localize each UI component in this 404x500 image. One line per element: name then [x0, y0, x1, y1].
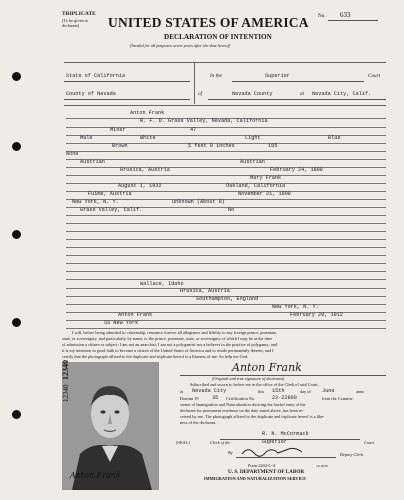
county-value: County of Nevada: [66, 91, 116, 97]
fill-line: [66, 328, 386, 329]
court-label: Court: [368, 73, 381, 79]
photo-signature: Anton Frank: [70, 471, 121, 480]
photo-number-side: 12340: [61, 360, 70, 380]
oath-line: certify that the photograph affixed to the duplicate and triplicate hereof is a likeness of me: So help me God.: [62, 354, 249, 359]
entered-date-value: unknown (About 8): [172, 199, 225, 205]
at-label: at: [180, 389, 184, 394]
wife-birthplace-value: Fuime, Austria: [88, 191, 132, 197]
deputy-signature: [240, 444, 310, 458]
vessel-value: SS New York: [104, 320, 139, 326]
service: IMMIGRATION AND NATURALIZATION SERVICE: [204, 476, 307, 481]
fill-line: [66, 304, 386, 305]
by-label: By: [228, 450, 233, 455]
seal-label: [SEAL]: [176, 440, 190, 445]
court-name: Superior: [265, 73, 290, 79]
subscribed-line: ness of the declarant.: [180, 420, 217, 425]
day-of-label: day of: [300, 389, 311, 394]
subscribed-line: declarant for permanent residence on the date stated above, has been re-: [180, 408, 304, 413]
fill-line: [66, 263, 386, 264]
of-label: of: [198, 91, 203, 97]
court-label-2: Court.: [364, 440, 376, 445]
wife-birthdate-value: November 21, 1898: [238, 191, 291, 197]
domini-label: Domini 19: [180, 396, 199, 401]
fill-line: [66, 215, 386, 216]
county-line: [64, 99, 190, 100]
declarant-address: R. F. D. Grass Valley, Nevada, California: [140, 118, 268, 124]
certification-number: 22-22800: [272, 395, 297, 401]
form-number: Form 2202-L-A: [248, 463, 276, 468]
state-line: [64, 81, 190, 82]
subscribed-year: 35: [212, 395, 219, 401]
signature-label: (Original and true signature of declarant): [212, 376, 285, 381]
color-value: White: [140, 135, 156, 141]
prior-declaration-value: Wallace, Idaho: [140, 281, 184, 287]
oath-line: state, or sovereignty, and particularly, by name, to the prince, potentate, state, or sovereignty of which I may be at the time: [62, 336, 273, 341]
wife-name-value: Mary Frank: [250, 175, 282, 181]
fill-line: [66, 271, 386, 272]
fill-line: [66, 151, 386, 152]
clerk-name: R. N. McCormack: [262, 431, 309, 437]
eye-color-value: Blue: [328, 135, 341, 141]
entered-at-value: New York, N. Y.: [72, 199, 119, 205]
subscribed-place: Nevada City: [192, 388, 227, 394]
subscribed-month: June: [322, 388, 335, 394]
age-value: 47: [190, 127, 197, 133]
subscribed-day: 15th: [272, 388, 285, 394]
oath-line: it is my intention in good faith to become a citizen of the United States of America and to reside permanently therein; and I: [62, 348, 274, 353]
arrival-date-value: February 29, 1912: [290, 312, 343, 318]
this-label: this: [258, 389, 265, 394]
punch-hole: [12, 230, 21, 239]
clerk-label: Clerk of the: [210, 440, 231, 445]
fill-line: [66, 279, 386, 280]
fill-line: [66, 223, 386, 224]
hair-value: Brown: [112, 143, 128, 149]
number-line: [328, 20, 378, 21]
deputy-line: [236, 457, 336, 458]
emigrated-from-value: Southampton, England: [196, 296, 259, 302]
fill-line: [66, 159, 386, 160]
birth-date-value: February 24, 1888: [270, 167, 323, 173]
height-value: 5 feet 9 inches: [188, 143, 235, 149]
wife-resides-value: Grass Valley, Calif.: [80, 207, 143, 213]
declarant-name: Anton Frank: [130, 110, 165, 116]
married-date-value: August 1, 1932: [118, 183, 162, 189]
nationality-value: Austrian: [240, 159, 265, 165]
triplicate-label: TRIPLICATE: [62, 11, 96, 17]
court-city: Nevada City, Calif.: [312, 91, 372, 97]
give-note-2: declarant): [62, 23, 80, 28]
document-subtitle: DECLARATION OF INTENTION: [164, 33, 272, 41]
fill-line: [66, 175, 386, 176]
arrival-port-value: New York, N. Y.: [272, 304, 319, 310]
punch-hole: [12, 142, 21, 151]
certification-label: Certification No.: [226, 396, 256, 401]
punch-hole: [12, 318, 21, 327]
court-divider: [194, 62, 195, 104]
in-the-label: In the: [210, 73, 222, 79]
court-line: [232, 81, 364, 82]
deputy-label: Deputy Clerk.: [340, 452, 365, 457]
fill-line: [66, 247, 386, 248]
declarant-photo: [62, 362, 159, 490]
document-title: UNITED STATES OF AMERICA: [108, 15, 309, 30]
subscribed-line: ceived by me. The photograph affixed to the duplicate and triplicate hereof is a like-: [180, 414, 325, 419]
invalid-note: (Invalid for all purposes seven years after the date hereof): [130, 43, 231, 48]
oath-line: I will, before being admitted to citizenship, renounce forever all allegiance and fidelity to any foreign prince, potentate,: [72, 330, 278, 335]
photo-number: 12340: [62, 384, 70, 402]
fill-line: [66, 167, 386, 168]
oath-line: of admission a citizen or subject; I am not an anarchist; I am not a polygamist nor a believer in the practice of polygamy; and: [62, 342, 278, 347]
print-code: 16-1828: [316, 464, 328, 468]
anno-label: anno: [356, 389, 365, 394]
declarant-signature: Anton Frank: [232, 361, 302, 374]
birth-place-value: Hrusica, Austria: [120, 167, 170, 173]
last-residence-value: Hrusica, Austria: [180, 288, 230, 294]
department: U. S. DEPARTMENT OF LABOR: [228, 469, 305, 475]
at-label: at: [300, 91, 305, 97]
married-at-value: Oakland, California: [226, 183, 286, 189]
weight-value: 165: [268, 143, 278, 149]
clerk-line: [220, 439, 360, 440]
subscribed-line: Subscribed and sworn to before me in the office of the Clerk of said Court,: [190, 382, 319, 387]
occupation-value: Miner: [110, 127, 126, 133]
certification-post: from the Commis-: [322, 396, 354, 401]
give-note: (To be given to: [62, 18, 89, 23]
state-value: State of California: [66, 73, 126, 79]
race-value: Austrian: [80, 159, 105, 165]
complexion-value: Light: [245, 135, 261, 141]
punch-hole: [12, 72, 21, 81]
children-value: No: [228, 207, 235, 213]
fill-line: [66, 239, 386, 240]
sex-value: Male: [80, 135, 93, 141]
location-line: [208, 99, 386, 100]
marks-value: None: [66, 151, 79, 157]
arrival-name-value: Anton Frank: [118, 312, 153, 318]
fill-line: [66, 231, 386, 232]
number-label: No.: [318, 13, 326, 19]
fill-line: [66, 255, 386, 256]
number-value: 633: [340, 11, 351, 19]
court-location: Nevada County: [232, 91, 273, 97]
clerk-court: Superior: [262, 439, 287, 445]
subscribed-line: sioner of Immigration and Naturalization showing the lawful entry of the: [180, 402, 306, 407]
punch-hole: [12, 410, 21, 419]
